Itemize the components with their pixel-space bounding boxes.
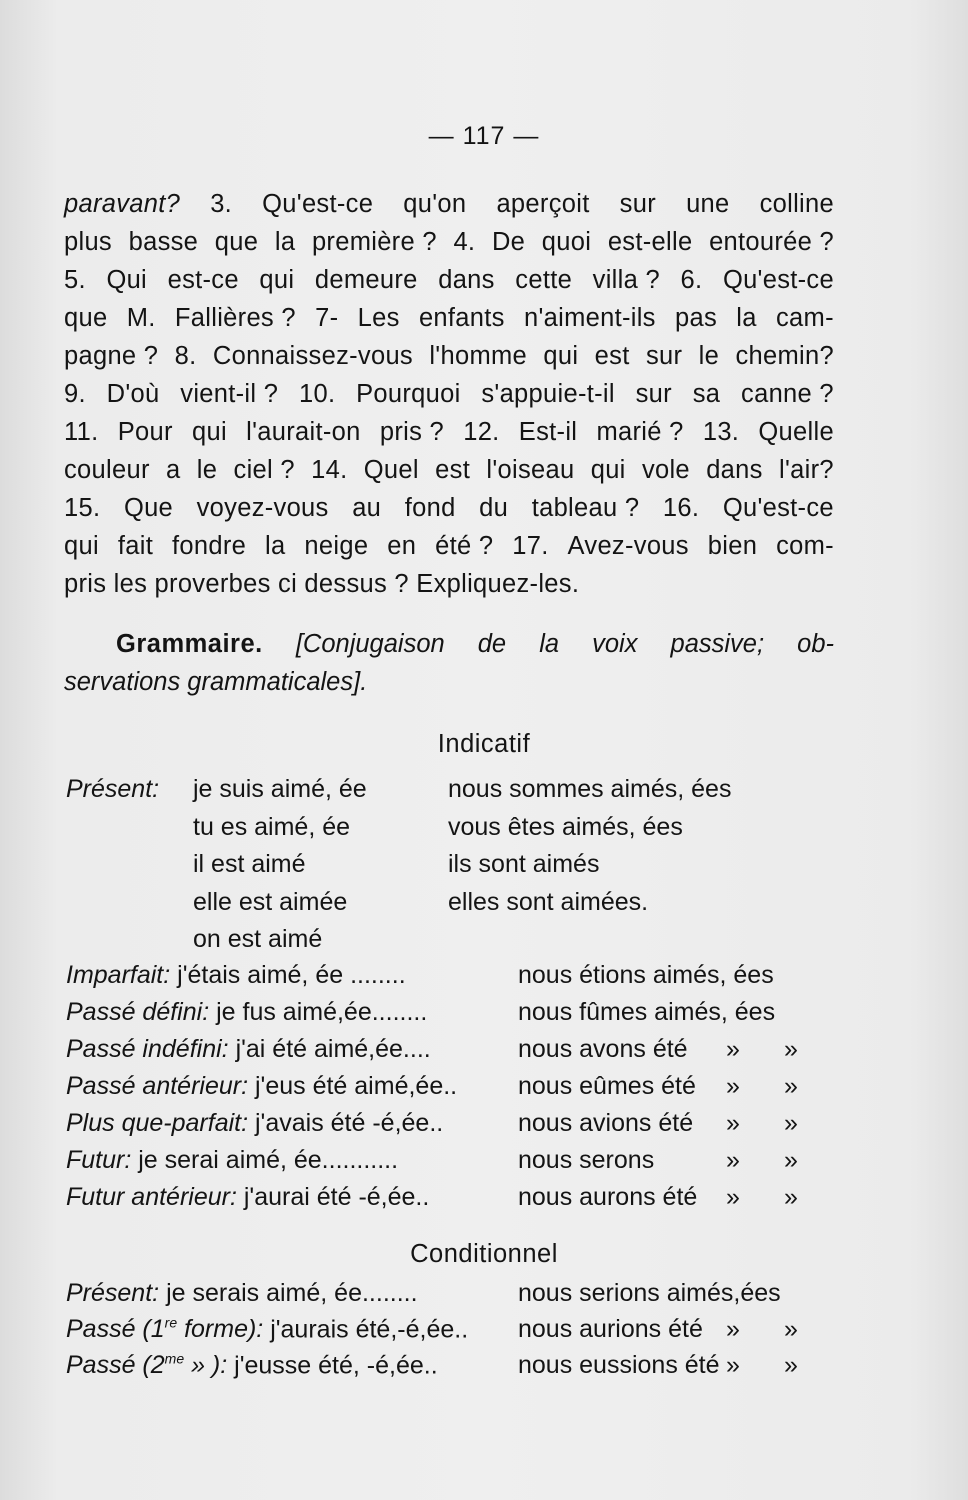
question-word: qu'on [403, 190, 467, 218]
question-word: été ? [435, 532, 494, 560]
question-word: Qu'est-ce [722, 494, 834, 522]
question-word: De [491, 228, 526, 256]
question-line [64, 456, 834, 485]
present-plural: vous êtes aimés, ées [448, 812, 683, 841]
plural-form: nous avons été [518, 1035, 688, 1063]
question-word: 17. [512, 532, 549, 560]
ditto-mark: » [726, 1351, 740, 1379]
question-word: Connaissez-vous [212, 342, 413, 370]
question-word: paravant? [64, 190, 181, 218]
question-line [64, 342, 834, 371]
tense-label: Présent: [66, 1279, 160, 1307]
question-word: sur [635, 380, 672, 408]
question-word: neige [304, 532, 369, 560]
plural-form: nous avions été [518, 1109, 694, 1137]
question-word: enfants [418, 304, 505, 332]
ditto-mark: » [726, 1109, 740, 1137]
question-word: villa ? [592, 266, 660, 294]
question-line [64, 266, 834, 295]
ditto-mark: » [784, 1183, 798, 1211]
question-word: pagne ? [64, 342, 159, 370]
question-word: 8. [174, 342, 197, 370]
ditto-mark: » [726, 1035, 740, 1063]
plural-form: nous eussions été [518, 1351, 720, 1379]
question-word: la [274, 228, 296, 256]
question-word: vient-il ? [180, 380, 279, 408]
tense-label: Imparfait: [66, 961, 171, 989]
tense-label [66, 1315, 263, 1343]
question-word: première ? [311, 228, 437, 256]
question-word: est [435, 456, 471, 484]
conjugation-left [66, 1315, 468, 1344]
question-word: 11. [64, 418, 99, 446]
question-line [64, 532, 834, 561]
conjugation-left [66, 1146, 398, 1175]
question-word: la [265, 532, 286, 560]
question-word: Pour [117, 418, 173, 446]
question-word: pris les proverbes ci dessus ? Expliquez-les. [64, 570, 580, 598]
question-word: dans [438, 266, 495, 294]
ditto-mark: » [726, 1146, 740, 1174]
question-word: Les [357, 304, 400, 332]
question-line [64, 380, 834, 409]
conjugation-left [66, 1279, 418, 1308]
question-word: une [686, 190, 730, 218]
singular-form: j'aurais été,-é,ée.. [270, 1315, 469, 1344]
question-word: la [736, 304, 757, 332]
question-word: pris ? [379, 418, 444, 446]
singular-form: j'aurai été -é,ée.. [243, 1183, 430, 1211]
question-word: com- [776, 532, 834, 560]
ditto-mark: » [784, 1146, 798, 1174]
plural-form: nous fûmes aimés, ées [518, 998, 776, 1026]
question-word: sur [645, 342, 683, 370]
question-word: Fallières ? [174, 304, 296, 332]
question-line [64, 304, 834, 333]
singular-form: je fus aimé,ée........ [216, 998, 428, 1026]
question-word: du [479, 494, 509, 522]
question-word: 3. [210, 190, 233, 218]
question-word: marié ? [596, 418, 684, 446]
question-word: dans [706, 456, 763, 484]
question-word: qui [64, 532, 99, 560]
grammar-word: de [477, 630, 507, 658]
plural-form: nous serons [518, 1146, 655, 1174]
question-word: D'où [106, 380, 160, 408]
question-word: Avez-vous [567, 532, 689, 560]
present-singular: elle est aimée [193, 887, 348, 916]
page-number: — 117 — [428, 122, 540, 150]
question-word: que [64, 304, 108, 332]
question-word: ciel ? [233, 456, 295, 484]
plural-form: nous étions aimés, ées [518, 961, 774, 989]
question-word: Quelle [758, 418, 834, 446]
ditto-mark: » [784, 1315, 798, 1343]
present-singular: on est aimé [193, 925, 323, 953]
question-word: s'appuie-t-il [481, 380, 615, 408]
tense-label: Passé défini: [66, 998, 210, 1026]
question-word: Qu'est-ce [262, 190, 374, 218]
question-word: 6. [680, 266, 703, 294]
grammar-word: voix [592, 630, 638, 658]
singular-form: j'eusse été, -é,ée.. [234, 1351, 438, 1380]
question-word: couleur [64, 456, 150, 484]
tense-label: Passé antérieur: [66, 1072, 249, 1100]
indicatif-heading: Indicatif [437, 730, 531, 758]
singular-form: j'étais aimé, ée ........ [177, 961, 406, 989]
tense-label-part: » ): [184, 1351, 228, 1380]
question-word: vole [641, 456, 690, 484]
present-label: Présent: [66, 775, 160, 803]
present-plural: nous sommes aimés, ées [448, 775, 732, 803]
ditto-mark: » [726, 1183, 740, 1211]
question-word: en [387, 532, 417, 560]
question-word: fond [404, 494, 456, 522]
singular-form: je serai aimé, ée........... [138, 1146, 399, 1174]
ditto-mark: » [784, 1072, 798, 1100]
question-word: plus [64, 228, 112, 256]
question-word: M. [126, 304, 156, 332]
question-word: l'homme [429, 342, 528, 370]
plural-form: nous aurons été [518, 1183, 698, 1211]
question-word: qui [590, 456, 626, 484]
question-word: sa [692, 380, 721, 408]
question-word: qui [543, 342, 579, 370]
ditto-mark: » [726, 1315, 740, 1343]
question-word: l'oiseau [486, 456, 575, 484]
question-word: demeure [314, 266, 418, 294]
question-word: cam- [776, 304, 834, 332]
ditto-mark: » [784, 1109, 798, 1137]
conjugation-left [66, 961, 406, 990]
present-singular: tu es aimé, ée [193, 812, 351, 841]
present-plural: elles sont aimées. [448, 887, 649, 916]
question-word: Qu'est-ce [722, 266, 834, 294]
question-word: fait [117, 532, 154, 560]
question-word: 13. [702, 418, 740, 446]
question-word: 7- [315, 304, 339, 332]
singular-form: j'eus été aimé,ée.. [255, 1072, 458, 1100]
present-singular: il est aimé [193, 850, 306, 878]
conditionnel-heading: Conditionnel [410, 1240, 558, 1268]
conjugation-left [66, 1109, 443, 1138]
ditto-mark: » [784, 1351, 798, 1379]
conjugation-left [66, 1072, 457, 1101]
question-word: tableau ? [531, 494, 640, 522]
question-word: aperçoit [496, 190, 590, 218]
question-word: Que [123, 494, 174, 522]
tense-label-sup: me [164, 1351, 185, 1367]
question-word: Est-il [518, 418, 578, 446]
question-word: 9. [64, 380, 86, 408]
question-word: colline [759, 190, 834, 218]
question-word: n'aiment-ils [523, 304, 656, 332]
question-word: 12. [463, 418, 500, 446]
question-line [64, 494, 834, 523]
question-word: quoi [541, 228, 592, 256]
question-word: cette [515, 266, 573, 294]
grammar-word: ob- [797, 630, 834, 658]
question-word: fondre [172, 532, 247, 560]
question-word: basse [128, 228, 199, 256]
tense-label [66, 1351, 227, 1379]
tense-label-part: Passé (2 [66, 1351, 165, 1380]
question-word: est-ce [167, 266, 239, 294]
question-word: 4. [453, 228, 476, 256]
conjugation-left [66, 1183, 429, 1212]
tense-label-sup: re [164, 1315, 178, 1331]
tense-label: Plus que-parfait: [66, 1109, 249, 1137]
question-word: 10. [298, 380, 336, 408]
question-word: le [698, 342, 720, 370]
question-word: bien [707, 532, 758, 560]
question-word: pas [675, 304, 718, 332]
tense-label-part: Passé (1 [66, 1315, 165, 1344]
question-word: voyez-vous [196, 494, 329, 522]
grammar-word: [Conjugaison [295, 630, 445, 658]
singular-form: je serais aimé, ée........ [166, 1279, 418, 1307]
question-word: qui [191, 418, 227, 446]
question-word: le [196, 456, 218, 484]
question-word: au [352, 494, 382, 522]
grammar-word: la [539, 630, 560, 658]
plural-form: nous serions aimés,ées [518, 1279, 781, 1307]
question-word: est [594, 342, 630, 370]
question-line [64, 570, 834, 599]
question-word: canne ? [741, 380, 834, 408]
conjugation-left [66, 998, 427, 1027]
question-word: entourée ? [709, 228, 834, 256]
question-word: Quel [363, 456, 419, 484]
singular-form: j'avais été -é,ée.. [255, 1109, 444, 1137]
question-word: l'air? [778, 456, 834, 484]
question-word: 5. [64, 266, 86, 294]
tense-label: Futur antérieur: [66, 1183, 237, 1211]
question-word: 14. [311, 456, 348, 484]
plural-form: nous eûmes été [518, 1072, 696, 1100]
question-word: qui [259, 266, 295, 294]
question-word: Qui [106, 266, 148, 294]
question-word: chemin? [735, 342, 834, 370]
question-word: est-elle [607, 228, 693, 256]
grammar-line-2: servations grammaticales]. [64, 668, 368, 696]
ditto-mark: » [784, 1035, 798, 1063]
question-word: sur [619, 190, 656, 218]
tense-label: Passé indéfini: [66, 1035, 229, 1063]
question-line [64, 190, 834, 219]
question-word: a [166, 456, 181, 484]
plural-form: nous aurions été [518, 1315, 703, 1343]
singular-form: j'ai été aimé,ée.... [235, 1035, 431, 1063]
tense-label: Futur: [66, 1146, 132, 1174]
question-line [64, 418, 834, 447]
grammar-label: Grammaire. [116, 630, 263, 658]
present-singular: je suis aimé, ée [193, 775, 367, 803]
conjugation-left [66, 1351, 438, 1380]
tense-label-part: forme): [177, 1315, 264, 1344]
question-word: que [214, 228, 259, 256]
question-word: 15. [64, 494, 101, 522]
question-word: Pourquoi [356, 380, 461, 408]
conjugation-left [66, 1035, 431, 1064]
ditto-mark: » [726, 1072, 740, 1100]
question-line [64, 228, 834, 257]
grammar-word: passive; [670, 630, 765, 658]
question-word: 16. [662, 494, 700, 522]
present-plural: ils sont aimés [448, 850, 600, 878]
question-word: l'aurait-on [246, 418, 361, 446]
grammar-line-1 [116, 630, 834, 659]
